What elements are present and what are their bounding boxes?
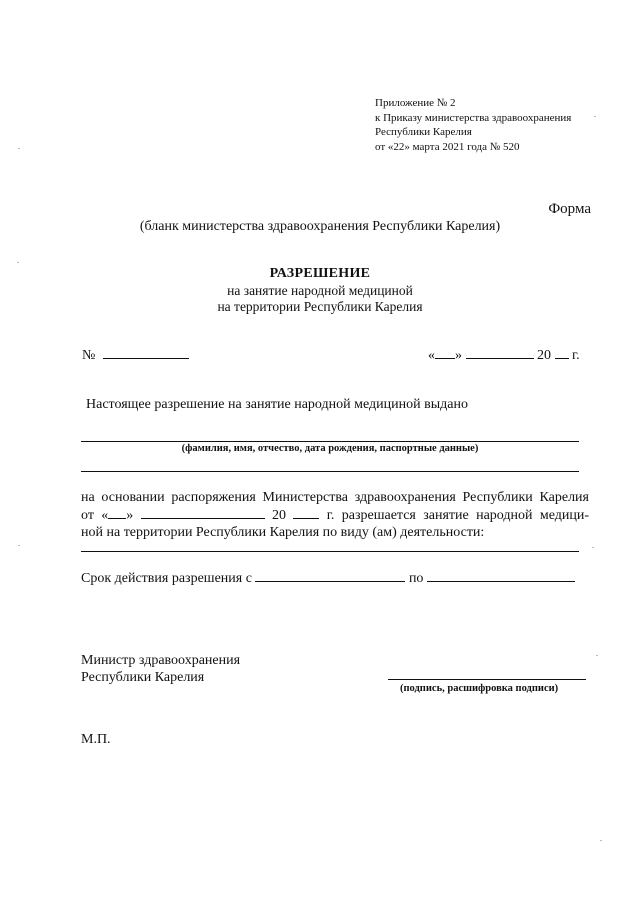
appendix-line-4: от «22» марта 2021 года № 520 (375, 140, 520, 153)
minister-line-1: Министр здравоохранения (81, 653, 241, 668)
scan-speck (594, 116, 596, 117)
subtitle-line-1: на занятие народной медициной (227, 283, 413, 298)
date-close-quote: » (455, 348, 462, 363)
scan-speck (592, 547, 594, 548)
valid-from-field[interactable] (255, 569, 405, 582)
appendix-line-2: к Приказу министерства здравоохранения (375, 111, 572, 124)
fio-caption: (фамилия, имя, отчество, дата рождения, паспортные данные) (181, 443, 479, 454)
validity-row (81, 569, 575, 587)
scan-speck (17, 262, 19, 263)
form-label: Форма (548, 201, 591, 217)
appendix-header (375, 96, 571, 154)
letterhead-note: (бланк министерства здравоохранения Республики Карелия) (139, 219, 501, 234)
month-field[interactable] (466, 346, 534, 359)
subtitle-line-2: на территории Республики Карелия (217, 299, 423, 314)
permit-number-row (82, 346, 189, 364)
seal-label: М.П. (81, 732, 111, 747)
year-prefix: 20 (537, 348, 551, 363)
minister-block (81, 652, 240, 686)
order-day-field[interactable] (108, 506, 126, 519)
permit-date-row (428, 346, 580, 364)
basis-paragraph (81, 489, 589, 541)
signature-line[interactable] (388, 679, 586, 680)
validity-to-label: по (408, 571, 424, 586)
day-field[interactable] (435, 346, 455, 359)
fio-line-2[interactable] (81, 471, 579, 472)
permit-number-field[interactable] (103, 346, 189, 359)
appendix-line-1: Приложение № 2 (375, 97, 456, 109)
minister-line-2: Республики Карелия (81, 670, 205, 685)
basis-year: 20 (272, 508, 287, 523)
number-label: № (82, 348, 96, 363)
order-year-field[interactable] (293, 506, 319, 519)
scan-speck (18, 545, 20, 546)
basis-line-1: на основании распоряжения Министерства здравоохранения Республики Карелия (81, 490, 589, 505)
year-suffix: г. (572, 348, 580, 363)
appendix-line-3: Республики Карелия (375, 126, 472, 138)
validity-label: Срок действия разрешения с (81, 571, 252, 586)
order-month-field[interactable] (141, 506, 265, 519)
signature-caption: (подпись, расшифровка подписи) (400, 683, 559, 694)
scan-speck (600, 840, 602, 841)
fio-line[interactable] (81, 441, 579, 442)
basis-quote-close: » (126, 508, 134, 523)
basis-line-3: ной на территории Республики Карелия по виду (ам) деятельности: (81, 525, 485, 540)
scan-speck (596, 655, 598, 656)
basis-line-2 (81, 506, 589, 524)
document-title: РАЗРЕШЕНИЕ (269, 266, 371, 281)
year-field[interactable] (555, 346, 569, 359)
basis-from: от « (81, 508, 109, 523)
issued-to-text: Настоящее разрешение на занятие народной медициной выдано (86, 397, 468, 412)
basis-rest: г. разрешается занятие народной медици- (326, 508, 589, 523)
document-subtitle (0, 283, 640, 315)
scan-speck (18, 148, 20, 149)
valid-to-field[interactable] (427, 569, 575, 582)
date-open-quote: « (428, 348, 435, 363)
activity-line[interactable] (81, 551, 579, 552)
